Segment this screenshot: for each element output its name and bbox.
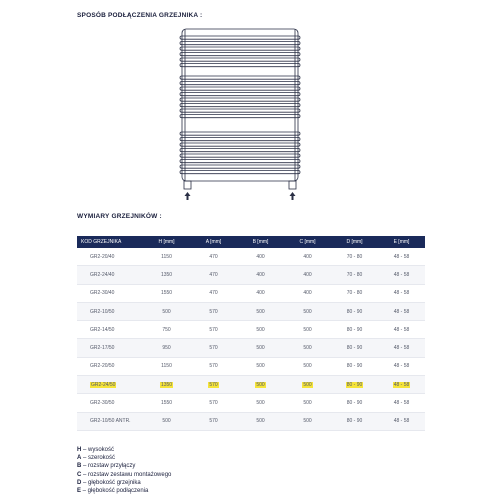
table-cell-c: 500	[284, 357, 331, 375]
table-cell-d: 80 - 90	[331, 412, 378, 430]
table-cell-d: 80 - 90	[331, 339, 378, 357]
table-cell-c: 400	[284, 284, 331, 302]
table-row	[77, 248, 425, 266]
legend-item: C – rozstaw zestawu montażowego	[77, 471, 172, 478]
section-title-dimensions: WYMIARY GRZEJNIKÓW :	[77, 213, 162, 220]
table-cell-h: 1550	[143, 284, 190, 302]
column-header: E [mm]	[378, 236, 425, 248]
radiator-rung	[180, 154, 300, 157]
legend-item: B – rozstaw przyłączy	[77, 463, 136, 470]
table-row	[77, 357, 425, 375]
radiator-rung	[180, 138, 300, 141]
column-header: D [mm]	[331, 236, 378, 248]
table-cell-a: 470	[190, 284, 237, 302]
table-row	[77, 302, 425, 320]
table-row	[77, 266, 425, 284]
table-cell-d: 80 - 90	[331, 321, 378, 339]
table-cell-code: GR2-20/40	[77, 248, 143, 266]
connector-left	[184, 181, 191, 189]
radiator-rung	[180, 53, 300, 56]
table-cell-code: GR2-30/40	[77, 284, 143, 302]
legend	[77, 446, 171, 495]
table-cell-h: 1150	[143, 248, 190, 266]
radiator-rung	[180, 36, 300, 39]
table-cell-d: 70 - 80	[331, 248, 378, 266]
table-cell-d: 80 - 90	[331, 357, 378, 375]
table-cell-c: 400	[284, 266, 331, 284]
radiator-frame	[182, 29, 298, 181]
table-cell-code: GR2-17/50	[77, 339, 143, 357]
table-cell-c: 500	[284, 376, 331, 394]
table-cell-code: GR2-20/50	[77, 357, 143, 375]
table-cell-a: 570	[190, 321, 237, 339]
radiator-rung	[180, 58, 300, 61]
column-header: C [mm]	[284, 236, 331, 248]
table-cell-c: 500	[284, 302, 331, 320]
table-row	[77, 394, 425, 412]
table-cell-e: 48 - 58	[378, 302, 425, 320]
table-cell-b: 400	[237, 266, 284, 284]
legend-item: A – szerokość	[77, 455, 116, 462]
table-cell-e: 48 - 58	[378, 284, 425, 302]
table-row	[77, 339, 425, 357]
table-cell-e: 48 - 58	[378, 412, 425, 430]
table-cell-h: 950	[143, 339, 190, 357]
table-cell-a: 570	[190, 394, 237, 412]
legend-item: D – głębokość grzejnika	[77, 479, 141, 486]
legend-item: E – głębokość podłączenia	[77, 488, 149, 495]
column-header: H [mm]	[143, 236, 190, 248]
radiator-rung	[180, 82, 300, 85]
table-cell-h: 500	[143, 412, 190, 430]
dimensions-table	[77, 236, 425, 431]
table-cell-a: 470	[190, 248, 237, 266]
table-cell-a: 570	[190, 376, 237, 394]
table-cell-code: GR2-14/50	[77, 321, 143, 339]
table-cell-code: GR2-10/50	[77, 302, 143, 320]
table-cell-code: GR2-10/50 ANTR.	[77, 412, 143, 430]
table-cell-d: 80 - 90	[331, 302, 378, 320]
arrow-up-icon	[185, 192, 191, 200]
radiator-rung	[180, 160, 300, 163]
column-header: B [mm]	[237, 236, 284, 248]
connector-right	[289, 181, 296, 189]
table-cell-b: 500	[237, 376, 284, 394]
legend-item: H – wysokość	[77, 447, 115, 453]
radiator-rung	[180, 93, 300, 96]
radiator-rung	[180, 171, 300, 174]
table-cell-c: 500	[284, 339, 331, 357]
radiator-diagram	[170, 24, 310, 209]
table-cell-d: 80 - 90	[331, 376, 378, 394]
table-cell-h: 750	[143, 321, 190, 339]
table-cell-a: 570	[190, 339, 237, 357]
table-cell-h: 500	[143, 302, 190, 320]
table-cell-c: 500	[284, 394, 331, 412]
radiator-rung	[180, 76, 300, 79]
radiator-rung	[180, 109, 300, 112]
table-cell-e: 48 - 58	[378, 357, 425, 375]
table-cell-d: 80 - 90	[331, 394, 378, 412]
radiator-rung	[180, 42, 300, 45]
table-cell-a: 570	[190, 357, 237, 375]
table-cell-h: 1350	[143, 376, 190, 394]
table-cell-b: 400	[237, 284, 284, 302]
radiator-rung	[180, 87, 300, 90]
section-title-connection: SPOSÓB PODŁĄCZENIA GRZEJNIKA :	[77, 12, 203, 19]
table-cell-b: 500	[237, 357, 284, 375]
table-cell-e: 48 - 58	[378, 376, 425, 394]
table-cell-c: 400	[284, 248, 331, 266]
column-header: A [mm]	[190, 236, 237, 248]
radiator-rung	[180, 64, 300, 67]
table-cell-e: 48 - 58	[378, 394, 425, 412]
table-row	[77, 321, 425, 339]
table-cell-d: 70 - 80	[331, 266, 378, 284]
table-cell-b: 500	[237, 412, 284, 430]
table-header-row	[77, 236, 425, 248]
radiator-rung	[180, 143, 300, 146]
table-cell-code: GR2-30/50	[77, 394, 143, 412]
radiator-rung	[180, 104, 300, 107]
table-cell-c: 500	[284, 321, 331, 339]
table-cell-h: 1150	[143, 357, 190, 375]
table-cell-a: 570	[190, 412, 237, 430]
radiator-rung	[180, 115, 300, 118]
radiator-rung	[180, 98, 300, 101]
table-cell-d: 70 - 80	[331, 284, 378, 302]
table-cell-b: 500	[237, 394, 284, 412]
column-header: KOD GRZEJNIKA	[77, 236, 143, 248]
radiator-rung	[180, 132, 300, 135]
table-cell-h: 1350	[143, 266, 190, 284]
table-cell-e: 48 - 58	[378, 248, 425, 266]
radiator-rung	[180, 165, 300, 168]
table-cell-b: 500	[237, 302, 284, 320]
table-cell-b: 400	[237, 248, 284, 266]
table-cell-e: 48 - 58	[378, 321, 425, 339]
arrow-up-icon	[290, 192, 296, 200]
table-cell-b: 500	[237, 339, 284, 357]
table-cell-c: 500	[284, 412, 331, 430]
radiator-rung	[180, 149, 300, 152]
table-cell-code: GR2-24/40	[77, 266, 143, 284]
table-row	[77, 376, 425, 394]
table-cell-code: GR2-24/50	[77, 376, 143, 394]
table-row	[77, 412, 425, 430]
radiator-rung	[180, 47, 300, 50]
table-cell-h: 1550	[143, 394, 190, 412]
table-cell-e: 48 - 58	[378, 266, 425, 284]
table-row	[77, 284, 425, 302]
table-cell-e: 48 - 58	[378, 339, 425, 357]
table-cell-b: 500	[237, 321, 284, 339]
table-cell-a: 470	[190, 266, 237, 284]
table-cell-a: 570	[190, 302, 237, 320]
